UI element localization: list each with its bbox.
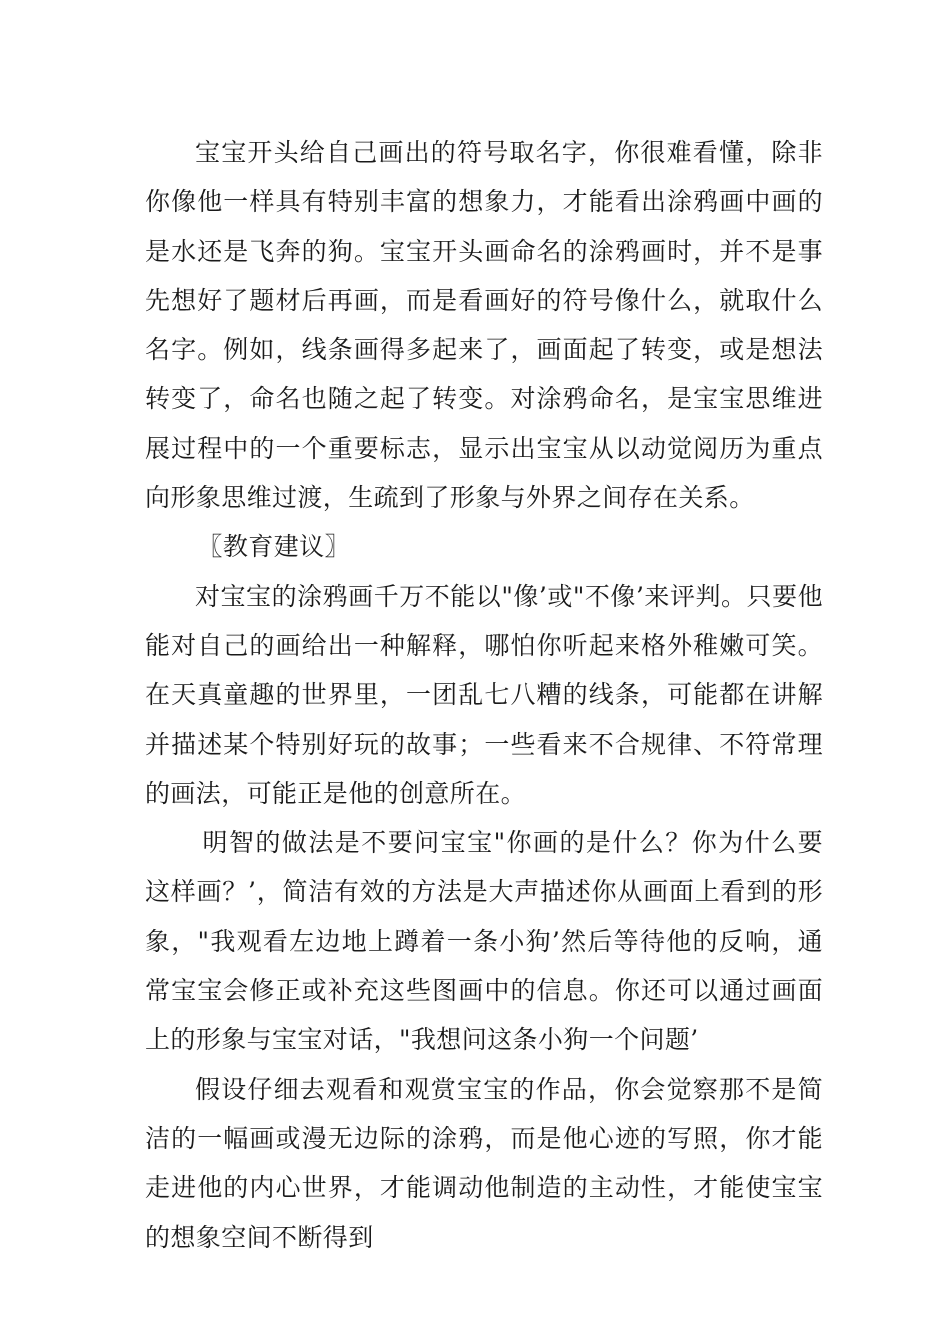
document-body bbox=[145, 128, 823, 1262]
paragraph-observe-works: 假设仔细去观看和观赏宝宝的作品，你会觉察那不是简洁的一幅画或漫无边际的涂鸦，而是他心迹的写照，你才能走进他的内心世界，才能调动他制造的主动性，才能使宝宝的想象空间不断得到 bbox=[145, 1074, 823, 1252]
paragraph-do-not-judge: 对宝宝的涂鸦画千万不能以"像’或"不像’来评判。只要他能对自己的画给出一种解释，哪怕你听起来格外稚嫩可笑。在天真童趣的世界里，一团乱七八糟的线条，可能都在讲解并描述某个特别好玩的故事；一些看来不合规律、不符常理的画法，可能正是他的创意所在。 bbox=[145, 581, 823, 808]
section-heading-education-advice: 〖教育建议〗 bbox=[197, 532, 350, 562]
paragraph-doodle-naming: 宝宝开头给自己画出的符号取名字，你很难看懂，除非你像他一样具有特别丰富的想象力，才能看出涂鸦画中画的是水还是飞奔的狗。宝宝开头画命名的涂鸦画时，并不是事先想好了题材后再画，而是看画好的符号像什么，就取什么名字。例如，线条画得多起来了，画面起了转变，或是想法转变了，命名也随之起了转变。对涂鸦命名，是宝宝思维进展过程中的一个重要标志，显示出宝宝从以动觉阅历为重点向形象思维过渡，生疏到了形象与外界之间存在关系。 bbox=[145, 138, 823, 513]
paragraph-wise-approach: 明智的做法是不要问宝宝"你画的是什么？你为什么要这样画？’，简洁有效的方法是大声描述你从画面上看到的形象，"我观看左边地上蹲着一条小狗’然后等待他的反响，通常宝宝会修正或补充这些图画中的信息。你还可以通过画面上的形象与宝宝对话，"我想问这条小狗一个问题’ bbox=[145, 828, 823, 1055]
